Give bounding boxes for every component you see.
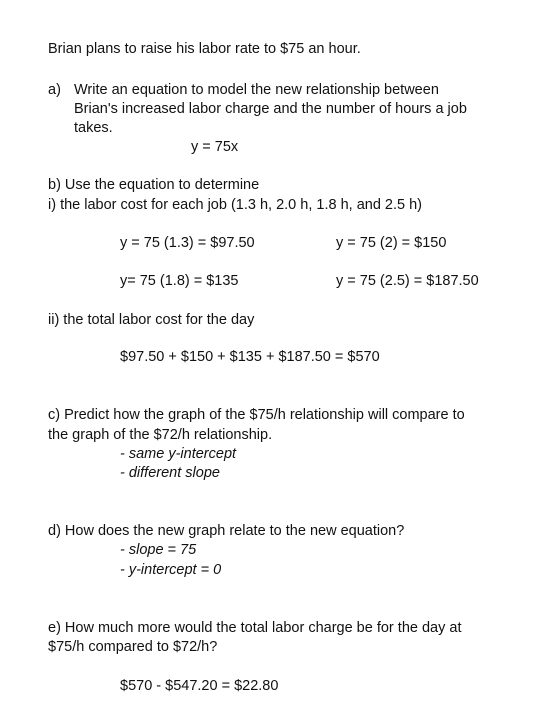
part-e-answer: $570 - $547.20 = $22.80 [120,678,279,694]
part-a-question-line-2: Brian's increased labor charge and the number of hours a job [74,101,467,117]
part-a-answer: y = 75x [191,139,239,155]
part-c-answer-1: - same y-intercept [120,446,237,462]
intro-text: Brian plans to raise his labor rate to $75 an hour. [48,41,361,57]
part-b-calc-3: y= 75 (1.8) = $135 [120,273,239,289]
part-b-question-line-1: b) Use the equation to determine [48,177,260,193]
part-a-marker: a) [48,82,61,98]
part-c-question-line-1: c) Predict how the graph of the $75/h relationship will compare to [48,407,465,423]
part-d-answer-1: - slope = 75 [120,542,197,558]
part-c-question-line-2: the graph of the $72/h relationship. [48,427,273,443]
part-b-sub-ii: ii) the total labor cost for the day [48,312,255,328]
part-b-total: $97.50 + $150 + $135 + $187.50 = $570 [120,349,380,365]
part-b-calc-2: y = 75 (2) = $150 [336,235,447,251]
part-e-question-line-1: e) How much more would the total labor charge be for the day at [48,620,462,636]
part-b-question-line-2: i) the labor cost for each job (1.3 h, 2.0 h, 1.8 h, and 2.5 h) [48,197,423,213]
part-a-question-line-1: Write an equation to model the new relationship between [74,82,439,98]
part-a-question-line-3: takes. [74,120,113,136]
part-b-calc-1: y = 75 (1.3) = $97.50 [120,235,255,251]
part-d-question: d) How does the new graph relate to the new equation? [48,523,405,539]
part-d-answer-2: - y-intercept = 0 [120,562,222,578]
part-e-question-line-2: $75/h compared to $72/h? [48,639,218,655]
part-c-answer-2: - different slope [120,465,220,481]
part-b-calc-4: y = 75 (2.5) = $187.50 [336,273,479,289]
